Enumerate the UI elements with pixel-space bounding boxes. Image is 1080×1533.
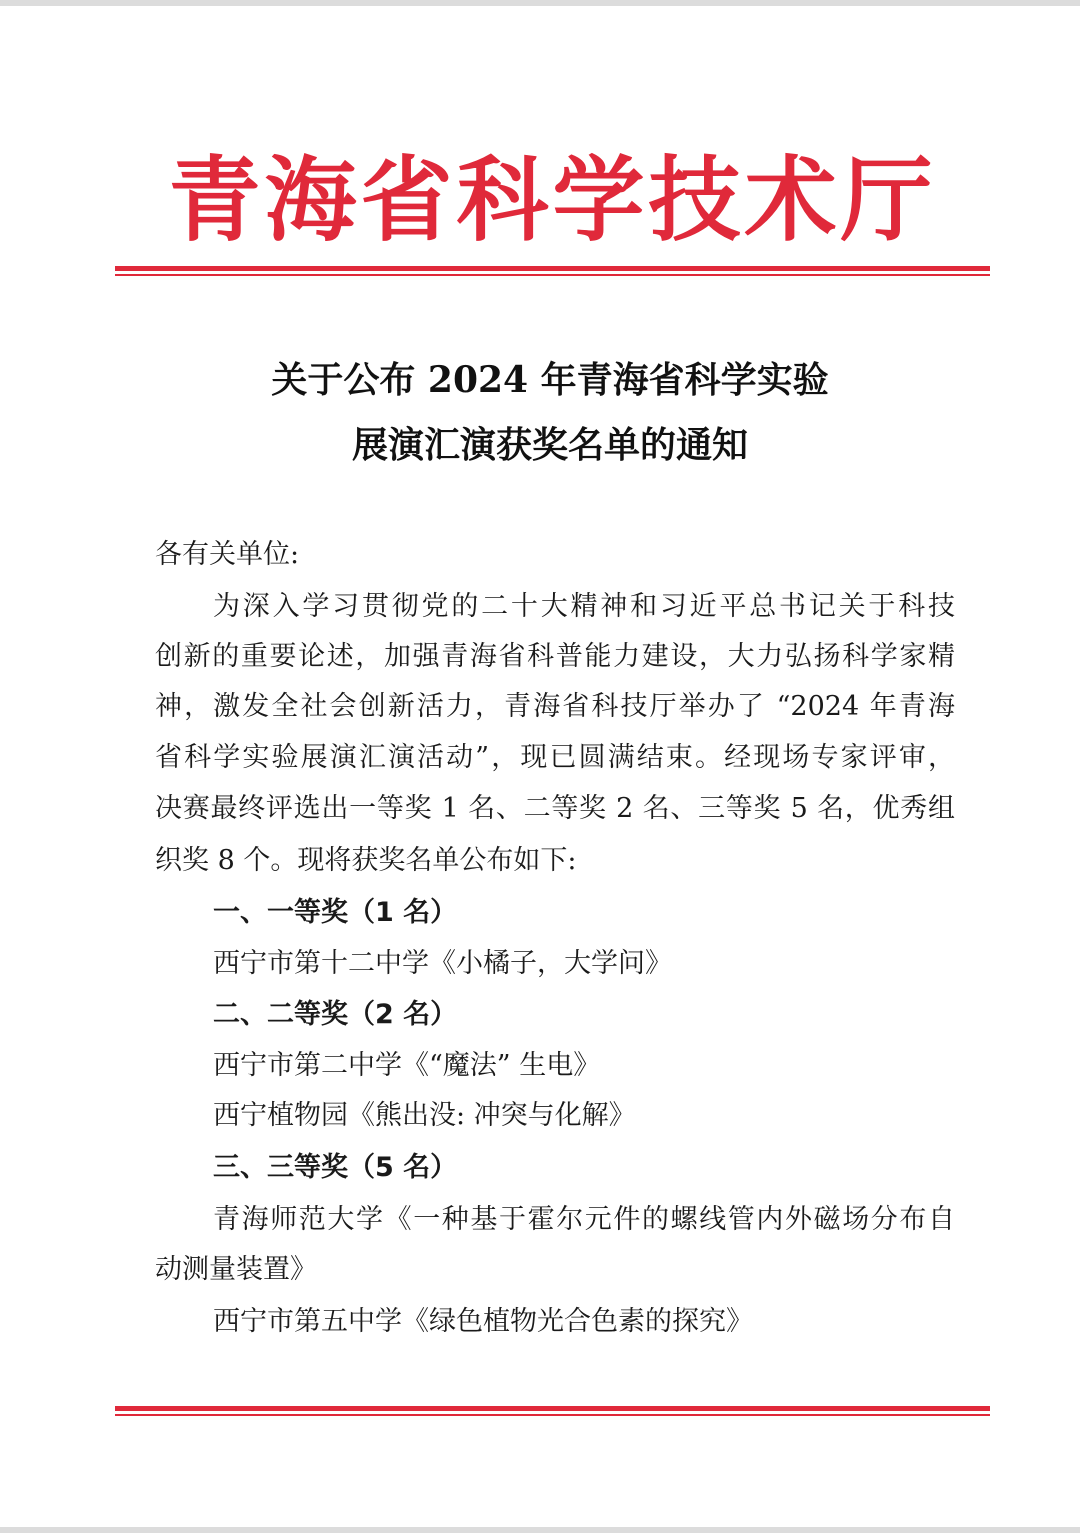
scan-edge-bottom <box>0 1527 1080 1533</box>
agency-header: 青海省科学技术厅 <box>168 146 937 254</box>
paragraph-line: 决赛最终评选出一等奖 1 名、二等奖 2 名、三等奖 5 名，优秀组 <box>155 793 955 824</box>
award-entry: 西宁植物园《熊出没: 冲突与化解》 <box>213 1100 636 1131</box>
header-rule-thin <box>115 274 990 276</box>
award-entry: 青海师范大学《一种基于霍尔元件的螺线管内外磁场分布自 <box>213 1204 955 1235</box>
scan-edge-top <box>0 0 1080 6</box>
third-prize-heading: 三、三等奖（5 名） <box>213 1152 458 1183</box>
document-title-line-1: 关于公布 2024 年青海省科学实验 <box>271 359 829 401</box>
paragraph-line: 织奖 8 个。现将获奖名单公布如下: <box>155 845 577 876</box>
header-red-rule <box>115 266 990 276</box>
paragraph-line: 神，激发全社会创新活力，青海省科技厅举办了 “2024 年青海 <box>155 691 955 722</box>
document-title-line-2: 展演汇演获奖名单的通知 <box>351 424 748 466</box>
award-entry: 西宁市第十二中学《小橘子，大学问》 <box>213 948 672 979</box>
paragraph-line: 为深入学习贯彻党的二十大精神和习近平总书记关于科技 <box>213 591 955 622</box>
paragraph-line: 创新的重要论述，加强青海省科普能力建设，大力弘扬科学家精 <box>155 641 955 672</box>
footer-rule-thin <box>115 1414 990 1416</box>
paragraph-line: 省科学实验展演汇演活动”，现已圆满结束。经现场专家评审， <box>155 742 955 773</box>
award-entry: 西宁市第五中学《绿色植物光合色素的探究》 <box>213 1306 753 1337</box>
salutation: 各有关单位: <box>155 539 300 570</box>
first-prize-heading: 一、一等奖（1 名） <box>213 897 458 928</box>
second-prize-heading: 二、二等奖（2 名） <box>213 999 458 1030</box>
footer-red-rule <box>115 1406 990 1416</box>
award-entry: 西宁市第二中学《“魔法” 生电》 <box>213 1050 601 1081</box>
award-entry-continued: 动测量装置》 <box>155 1254 317 1285</box>
